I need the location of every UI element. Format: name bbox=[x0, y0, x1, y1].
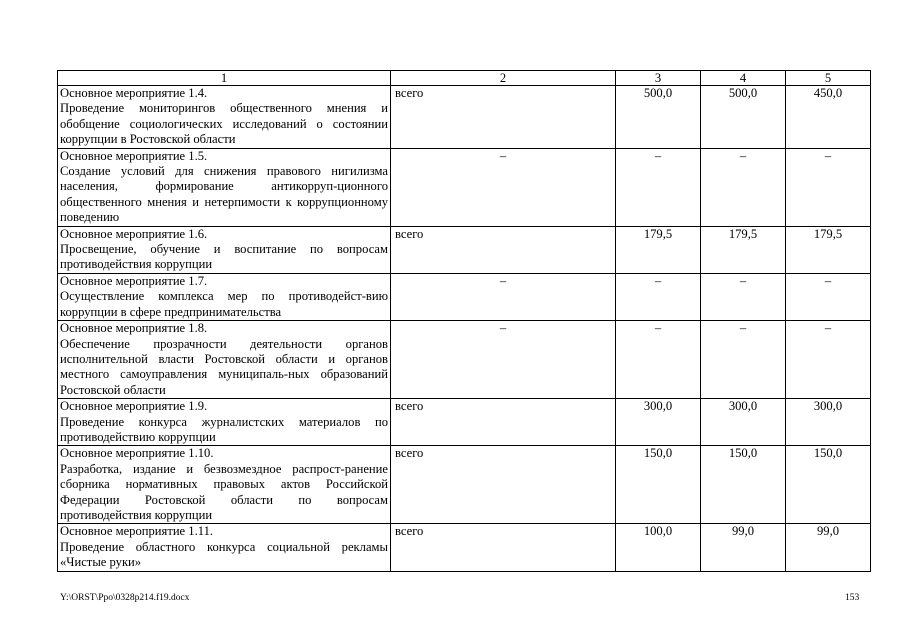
value-cell-3: – bbox=[616, 148, 701, 226]
value-cell-5: 300,0 bbox=[786, 399, 871, 446]
measure-cell bbox=[58, 321, 391, 399]
table-row bbox=[58, 321, 871, 399]
header-row bbox=[58, 71, 871, 86]
program-table bbox=[57, 70, 871, 572]
funding-source-cell: всего bbox=[391, 399, 616, 446]
funding-source-cell: всего bbox=[391, 446, 616, 524]
measure-title: Основное мероприятие 1.7. bbox=[60, 273, 208, 288]
measure-description: Создание условий для снижения правового нигилизма населения, формирование антикорруп-ционного общественного мнения и нетерпимости к коррупционному поведению bbox=[60, 164, 388, 225]
value-cell-5: 150,0 bbox=[786, 446, 871, 524]
value-cell-5: 179,5 bbox=[786, 226, 871, 273]
value-cell-3: – bbox=[616, 321, 701, 399]
header-col-4: 4 bbox=[701, 71, 786, 86]
value-cell-4: – bbox=[701, 321, 786, 399]
value-cell-3: 179,5 bbox=[616, 226, 701, 273]
funding-source-cell: – bbox=[391, 273, 616, 320]
measure-description: Осуществление комплекса мер по противодейст-вию коррупции в сфере предпринимательства bbox=[60, 289, 388, 319]
value-cell-5: 450,0 bbox=[786, 86, 871, 149]
value-cell-4: – bbox=[701, 148, 786, 226]
funding-source-cell: всего bbox=[391, 226, 616, 273]
footer-file-path: Y:\ORST\Ppo\0328p214.f19.docx bbox=[60, 593, 190, 603]
measure-description: Проведение областного конкурса социальной рекламы «Чистые руки» bbox=[60, 539, 388, 570]
measure-title: Основное мероприятие 1.5. bbox=[60, 148, 208, 163]
measure-description: Проведение мониторингов общественного мнения и обобщение социологических исследований о состоянии коррупции в Ростовской области bbox=[60, 101, 388, 147]
value-cell-5: 99,0 bbox=[786, 524, 871, 571]
value-cell-5: – bbox=[786, 148, 871, 226]
measure-title: Основное мероприятие 1.6. bbox=[60, 226, 208, 241]
value-cell-5: – bbox=[786, 273, 871, 320]
header-col-2: 2 bbox=[391, 71, 616, 86]
measure-cell bbox=[58, 524, 391, 571]
funding-source-cell: всего bbox=[391, 524, 616, 571]
measure-cell bbox=[58, 86, 391, 149]
value-cell-4: 99,0 bbox=[701, 524, 786, 571]
table-row bbox=[58, 226, 871, 273]
measure-title: Основное мероприятие 1.9. bbox=[60, 399, 208, 414]
table-row bbox=[58, 273, 871, 320]
header-col-3: 3 bbox=[616, 71, 701, 86]
measure-cell bbox=[58, 399, 391, 446]
measure-cell bbox=[58, 148, 391, 226]
measure-description: Просвещение, обучение и воспитание по вопросам противодействия коррупции bbox=[60, 242, 388, 272]
value-cell-3: 300,0 bbox=[616, 399, 701, 446]
measure-description: Обеспечение прозрачности деятельности органов исполнительной власти Ростовской области и органов местного самоуправления муниципаль-ных образований Ростовской области bbox=[60, 336, 388, 397]
measure-title: Основное мероприятие 1.4. bbox=[60, 86, 208, 100]
value-cell-4: 500,0 bbox=[701, 86, 786, 149]
measure-cell bbox=[58, 446, 391, 524]
measure-title: Основное мероприятие 1.11. bbox=[60, 524, 214, 539]
header-col-5: 5 bbox=[786, 71, 871, 86]
measure-description: Разработка, издание и безвозмездное распрост-ранение сборника нормативных правовых актов Российской Федерации Ростовской области по вопросам противодействия коррупции bbox=[60, 461, 388, 522]
value-cell-3: 100,0 bbox=[616, 524, 701, 571]
measure-cell bbox=[58, 226, 391, 273]
funding-source-cell: – bbox=[391, 321, 616, 399]
table-row bbox=[58, 446, 871, 524]
value-cell-3: 500,0 bbox=[616, 86, 701, 149]
value-cell-5: – bbox=[786, 321, 871, 399]
header-col-1: 1 bbox=[58, 71, 391, 86]
table-row bbox=[58, 399, 871, 446]
value-cell-4: 179,5 bbox=[701, 226, 786, 273]
value-cell-3: 150,0 bbox=[616, 446, 701, 524]
table-row bbox=[58, 524, 871, 571]
measure-title: Основное мероприятие 1.10. bbox=[60, 446, 214, 461]
table-row bbox=[58, 148, 871, 226]
footer-page-number: 153 bbox=[845, 593, 860, 603]
funding-source-cell: – bbox=[391, 148, 616, 226]
table-row bbox=[58, 86, 871, 149]
value-cell-4: 300,0 bbox=[701, 399, 786, 446]
measure-title: Основное мероприятие 1.8. bbox=[60, 321, 208, 336]
value-cell-3: – bbox=[616, 273, 701, 320]
value-cell-4: – bbox=[701, 273, 786, 320]
measure-description: Проведение конкурса журналистских материалов по противодействию коррупции bbox=[60, 414, 388, 444]
measure-cell bbox=[58, 273, 391, 320]
value-cell-4: 150,0 bbox=[701, 446, 786, 524]
funding-source-cell: всего bbox=[391, 86, 616, 149]
